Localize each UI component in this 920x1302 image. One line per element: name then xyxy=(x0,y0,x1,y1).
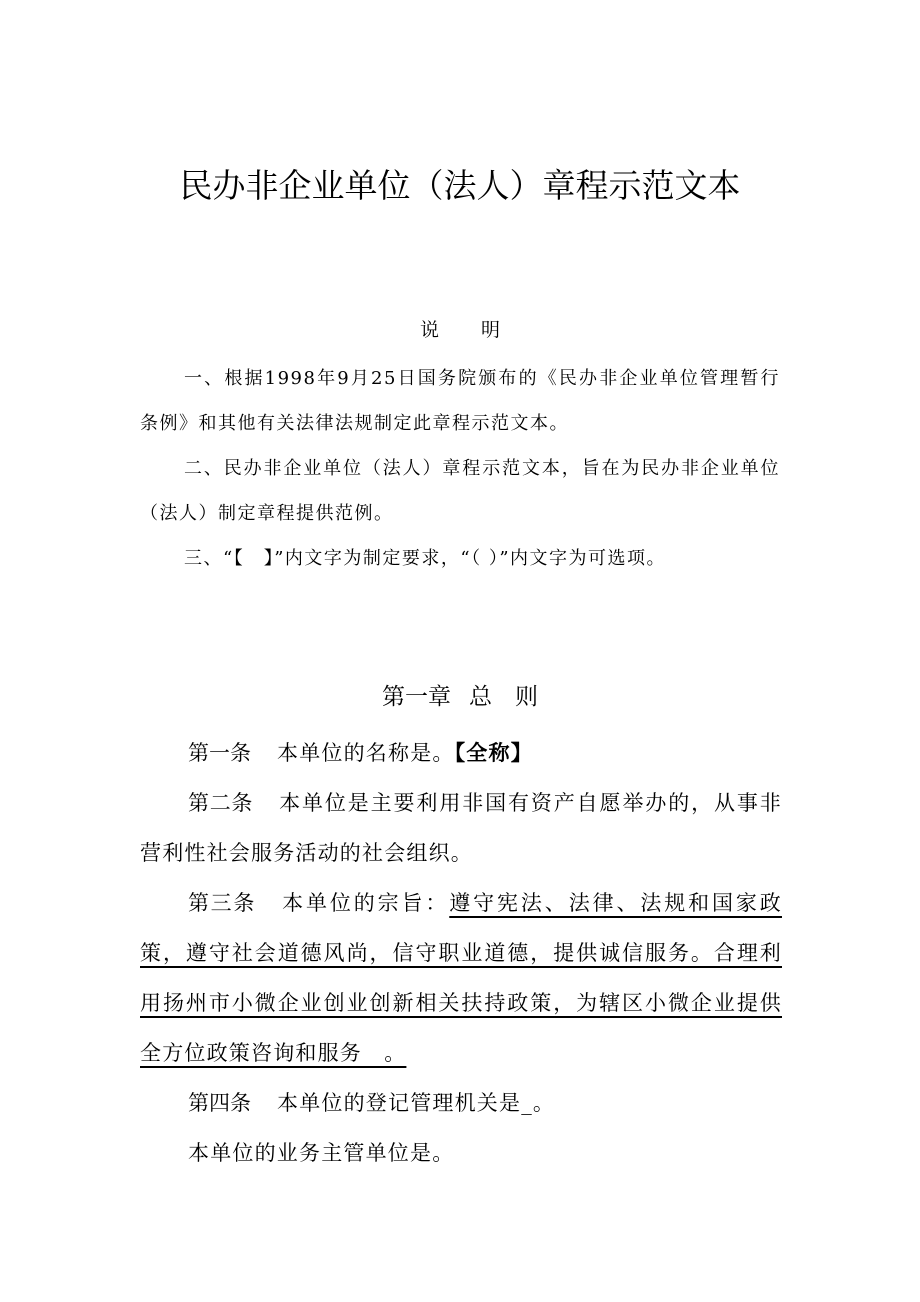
chapter-number: 第一章 xyxy=(382,684,451,710)
article-2 xyxy=(140,778,782,878)
article-text: 本单位的宗旨： xyxy=(282,891,450,915)
article-text: 本单位的名称是。 xyxy=(277,741,455,765)
note-item-1: 一、根据1998年9月25日国务院颁布的《民办非企业单位管理暂行条例》和其他有关法律法规制定此章程示范文本。 xyxy=(140,368,780,434)
article-label: 第一条 xyxy=(188,741,251,765)
article-4-paragraph: 本单位的业务主管单位是。 xyxy=(188,1141,455,1165)
note-item-2: 二、民办非企业单位（法人）章程示范文本，旨在为民办非企业单位（法人）制定章程提供范例。 xyxy=(140,458,780,524)
chapter-articles xyxy=(140,728,782,1178)
chapter-name: 总 则 xyxy=(469,684,538,710)
article-label: 第三条 xyxy=(188,891,257,915)
article-label: 第四条 xyxy=(188,1091,251,1115)
article-requirement: 【全称】 xyxy=(454,741,533,765)
article-3 xyxy=(140,878,782,1078)
article-4 xyxy=(140,1078,782,1128)
article-1 xyxy=(140,728,782,778)
article-text: 本单位的登记管理机关是_。 xyxy=(277,1091,556,1115)
document-title: 民办非企业单位（法人）章程示范文本 xyxy=(179,166,741,205)
article-label: 第二条 xyxy=(188,791,254,815)
notes-heading: 说明 xyxy=(419,319,542,341)
article-purpose: 遵守宪法、法律、法规和国家政策，遵守社会道德风尚，信守职业道德，提供诚信服务。合理利用扬州市小微企业创业创新相关扶持政策，为辖区小微企业提供全方位政策咨询和服务 。 xyxy=(140,891,782,1065)
chapter-title xyxy=(0,678,920,711)
article-text: 本单位是主要利用非国有资产自愿举办的，从事非营利性社会服务活动的社会组织。 xyxy=(140,791,782,865)
notes-section xyxy=(140,356,780,581)
note-item-3: 三、“【 】”内文字为制定要求，“（ ）”内文字为可选项。 xyxy=(184,548,667,569)
